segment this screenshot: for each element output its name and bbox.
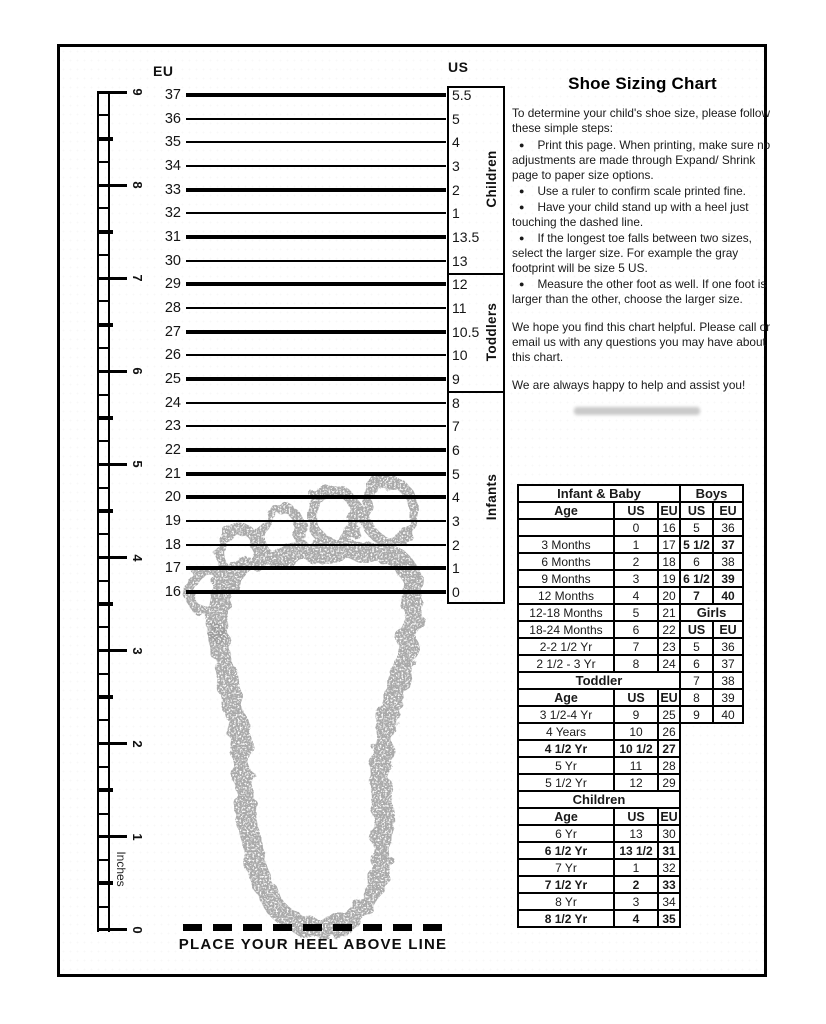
table-cell: 9 (614, 706, 658, 723)
table-cell: 2-2 1/2 Yr (518, 638, 614, 655)
table-cell: 13 (614, 825, 658, 842)
ruler-tick-quarter (97, 673, 110, 675)
table-cell: 34 (658, 893, 680, 910)
size-line (186, 544, 446, 546)
table-cell: 4 Years (518, 723, 614, 740)
table-cell: 36 (713, 519, 743, 536)
ruler-tick-quarter (97, 487, 110, 489)
us-size-label: 5.5 (452, 87, 472, 103)
eu-size-label: 16 (164, 584, 181, 601)
ruler-tick-quarter (97, 300, 110, 302)
table-cell: 18 (658, 553, 680, 570)
size-line (186, 235, 446, 239)
table-section-header: Girls (680, 604, 743, 621)
ruler-tick-half (97, 695, 113, 699)
ruler-tick-half (97, 602, 113, 606)
bullet-text: Measure the other foot as well. If one foot is larger than the other, choose the larger size. (512, 277, 767, 306)
table-cell: 30 (658, 825, 680, 842)
heel-dashed-line (183, 924, 446, 931)
table-cell: 12-18 Months (518, 604, 614, 621)
eu-size-label: 26 (164, 347, 181, 364)
table-cell (518, 519, 614, 536)
us-size-label: 10 (452, 347, 468, 364)
table-cell: 21 (658, 604, 680, 621)
ruler-tick-half (97, 323, 113, 327)
eu-size-label: 20 (164, 489, 181, 506)
eu-size-label: 18 (164, 536, 181, 553)
ruler-tick-inch (97, 184, 127, 187)
table-cell: 0 (614, 519, 658, 536)
table-cell: 3 1/2-4 Yr (518, 706, 614, 723)
us-size-label: 1 (452, 205, 460, 222)
ruler-tick-quarter (97, 580, 110, 582)
ruler-tick-quarter (97, 766, 110, 768)
table-cell: 17 (658, 536, 680, 553)
table-cell: 28 (658, 757, 680, 774)
blurred-redaction-bar (574, 407, 700, 415)
ruler-tick-quarter (97, 906, 110, 908)
table-cell: 32 (658, 859, 680, 876)
ruler-tick-inch (97, 91, 127, 94)
table-cell: 6 (680, 655, 713, 672)
size-line (186, 448, 446, 452)
eu-size-label: 21 (164, 465, 181, 482)
us-size-box (447, 86, 505, 604)
us-size-label: 8 (452, 394, 460, 411)
table-cell: 37 (713, 536, 743, 553)
us-group-label: Infants (484, 474, 499, 521)
ruler-tick-half (97, 881, 113, 885)
table-cell: 12 Months (518, 587, 614, 604)
table-cell: 6 Months (518, 553, 614, 570)
ruler-number: 0 (130, 926, 145, 934)
table-cell: 12 (614, 774, 658, 791)
table-cell: 6 Yr (518, 825, 614, 842)
table-cell: 13 1/2 (614, 842, 658, 859)
eu-size-label: 17 (164, 560, 181, 577)
table-cell: 6 (614, 621, 658, 638)
table-cell: 39 (713, 570, 743, 587)
ruler-number: 8 (130, 181, 145, 189)
ruler-number: 3 (130, 646, 145, 655)
eu-size-label: 30 (164, 252, 181, 269)
ruler-tick-quarter (97, 440, 110, 442)
size-line (186, 260, 446, 262)
us-size-label: 4 (452, 134, 460, 151)
ruler-tick-quarter (97, 207, 110, 209)
size-line (186, 165, 446, 167)
gray-footprint-image (170, 460, 460, 940)
ruler-tick-quarter (97, 719, 110, 721)
table-cell: 40 (713, 587, 743, 604)
table-cell: 5 1/2 (680, 536, 713, 553)
size-line (186, 307, 446, 309)
table-section-header: Children (518, 791, 680, 808)
table-cell: 7 1/2 Yr (518, 876, 614, 893)
table-cell: 29 (658, 774, 680, 791)
table-cell: 22 (658, 621, 680, 638)
ruler-number: 4 (130, 553, 145, 562)
us-group-label: Children (484, 150, 499, 208)
eu-size-label: 19 (164, 513, 181, 530)
ruler-tick-half (97, 416, 113, 420)
ruler-tick-inch (97, 370, 127, 373)
table-cell: 5 (680, 519, 713, 536)
table-cell: 5 (680, 638, 713, 655)
bullet-text: If the longest toe falls between two sizes, select the larger size. For example the gray footprint will be size 5 US. (512, 231, 752, 275)
closing-text-1: We hope you find this chart helpful. Please call or email us with any questions you may have about this chart. (512, 320, 771, 364)
us-box-divider (449, 391, 503, 393)
us-size-label: 2 (452, 536, 460, 553)
table-col-header: Age (518, 689, 614, 706)
bullet-icon: ● (519, 233, 525, 243)
ruler-tick-quarter (97, 813, 110, 815)
table-col-header: US (680, 502, 713, 519)
ruler-tick-quarter (97, 114, 110, 116)
eu-size-label: 27 (164, 323, 181, 340)
us-size-label: 5 (452, 465, 460, 482)
bullet-item (512, 184, 773, 199)
table-cell: 4 1/2 Yr (518, 740, 614, 757)
table-cell: 11 (614, 757, 658, 774)
eu-size-label: 35 (164, 134, 181, 151)
table-cell: 38 (713, 672, 743, 689)
table-cell: 10 1/2 (614, 740, 658, 757)
table-cell: 7 (680, 672, 713, 689)
table-cell: 8 Yr (518, 893, 614, 910)
us-size-label: 3 (452, 158, 460, 174)
table-cell: 16 (658, 519, 680, 536)
table-cell: 3 Months (518, 536, 614, 553)
table-col-header: Age (518, 502, 614, 519)
table-cell: 40 (713, 706, 743, 723)
table-cell: 8 (680, 689, 713, 706)
intro-text: To determine your child's shoe size, please follow these simple steps: (512, 106, 770, 135)
size-line (186, 141, 446, 143)
us-group-label: Toddlers (484, 302, 499, 361)
bullet-text: Use a ruler to confirm scale printed fine. (537, 184, 746, 198)
table-cell: 18-24 Months (518, 621, 614, 638)
table-cell: 8 (614, 655, 658, 672)
table-cell: 31 (658, 842, 680, 859)
size-line (186, 590, 446, 594)
us-column-header: US (448, 59, 469, 75)
size-line (186, 377, 446, 381)
bullet-text: Print this page. When printing, make sure no adjustments are made through Expand/ Shrink page to paper size options. (512, 138, 771, 182)
ruler-tick-quarter (97, 161, 110, 163)
table-col-header: US (614, 502, 658, 519)
us-size-label: 2 (452, 181, 460, 198)
size-line (186, 282, 446, 286)
table-cell: 5 1/2 Yr (518, 774, 614, 791)
ruler-tick-inch (97, 556, 127, 559)
eu-size-label: 37 (164, 87, 181, 103)
table-section-header: Infant & Baby (518, 485, 680, 502)
eu-size-label: 32 (164, 205, 181, 222)
size-line (186, 93, 446, 97)
ruler-tick-half (97, 509, 113, 513)
table-col-header: US (614, 689, 658, 706)
ruler-tick-inch (97, 742, 127, 745)
inches-label: Inches (114, 851, 128, 887)
table-cell: 1 (614, 859, 658, 876)
ruler-tick-quarter (97, 347, 110, 349)
ruler-tick-quarter (97, 626, 110, 628)
us-size-label: 4 (452, 489, 460, 506)
table-cell: 39 (713, 689, 743, 706)
us-size-label: 11 (452, 300, 467, 317)
table-cell: 10 (614, 723, 658, 740)
us-size-label: 13.5 (452, 229, 480, 246)
bullet-list (512, 138, 773, 307)
ruler-tick-inch (97, 928, 127, 931)
table-cell: 7 Yr (518, 859, 614, 876)
ruler-number: 1 (130, 833, 145, 841)
us-size-label: 9 (452, 371, 460, 388)
table-cell: 2 (614, 876, 658, 893)
table-col-header: EU (658, 689, 680, 706)
bullet-item (512, 277, 773, 307)
table-cell: 9 Months (518, 570, 614, 587)
ruler-tick-inch (97, 463, 127, 466)
table-cell: 2 1/2 - 3 Yr (518, 655, 614, 672)
heel-instruction-text: PLACE YOUR HEEL ABOVE LINE (178, 936, 448, 953)
table-cell: 9 (680, 706, 713, 723)
ruler-tick-half (97, 788, 113, 792)
table-col-header: EU (713, 621, 743, 638)
table-cell: 27 (658, 740, 680, 757)
table-cell: 26 (658, 723, 680, 740)
table-cell: 37 (713, 655, 743, 672)
table-col-header: US (614, 808, 658, 825)
eu-column-header: EU (153, 63, 174, 79)
bullet-item (512, 138, 773, 183)
table-cell: 4 (614, 587, 658, 604)
table-cell: 7 (680, 587, 713, 604)
ruler-tick-quarter (97, 394, 110, 396)
ruler-number: 5 (130, 460, 145, 468)
table-col-header: EU (713, 502, 743, 519)
size-line (186, 425, 446, 427)
ruler-tick-quarter (97, 254, 110, 256)
size-line (186, 212, 446, 214)
table-col-header: US (680, 621, 713, 638)
us-size-label: 10.5 (452, 323, 480, 340)
bullet-text: Have your child stand up with a heel just touching the dashed line. (512, 200, 749, 229)
size-line (186, 118, 446, 120)
ruler-tick-half (97, 137, 113, 141)
bullet-icon: ● (519, 279, 525, 289)
eu-size-label: 28 (164, 300, 181, 317)
table-col-header: EU (658, 808, 680, 825)
ruler-tick-half (97, 230, 113, 234)
size-line (186, 330, 446, 334)
table-cell: 5 (614, 604, 658, 621)
bullet-item (512, 231, 773, 276)
size-line (186, 495, 446, 499)
us-size-label: 13 (452, 252, 468, 269)
us-size-label: 1 (452, 560, 460, 577)
table-cell: 24 (658, 655, 680, 672)
table-cell: 8 1/2 Yr (518, 910, 614, 927)
page-title: Shoe Sizing Chart (568, 74, 717, 93)
table-cell: 6 1/2 Yr (518, 842, 614, 859)
table-cell: 35 (658, 910, 680, 927)
instructions-block (512, 76, 773, 415)
eu-size-label: 31 (164, 229, 181, 246)
us-size-label: 5 (452, 110, 460, 127)
eu-size-label: 34 (164, 158, 181, 174)
table-cell: 6 1/2 (680, 570, 713, 587)
ruler-number: 2 (130, 740, 145, 748)
eu-size-label: 36 (164, 110, 181, 127)
closing-text-2: We are always happy to help and assist you! (512, 378, 746, 392)
eu-size-label: 33 (164, 181, 181, 198)
ruler-tick-quarter (97, 533, 110, 535)
table-cell: 2 (614, 553, 658, 570)
us-size-label: 0 (452, 584, 460, 601)
eu-size-label: 22 (164, 442, 181, 459)
ruler-number: 9 (130, 88, 145, 96)
table-cell: 3 (614, 570, 658, 587)
table-cell: 38 (713, 553, 743, 570)
table-col-header: Age (518, 808, 614, 825)
bullet-icon: ● (519, 186, 525, 196)
bullet-icon: ● (519, 140, 525, 150)
table-cell: 7 (614, 638, 658, 655)
bullet-item (512, 200, 773, 230)
size-line (186, 188, 446, 192)
bullet-icon: ● (519, 202, 525, 212)
table-cell: 5 Yr (518, 757, 614, 774)
ruler-tick-inch (97, 649, 127, 652)
size-table-left (517, 484, 681, 928)
size-line (186, 520, 446, 522)
eu-size-label: 25 (164, 371, 181, 388)
table-cell: 6 (680, 553, 713, 570)
table-section-header: Boys (680, 485, 743, 502)
table-cell: 4 (614, 910, 658, 927)
table-cell: 1 (614, 536, 658, 553)
table-cell: 25 (658, 706, 680, 723)
table-cell: 23 (658, 638, 680, 655)
us-size-label: 6 (452, 442, 460, 459)
us-size-label: 3 (452, 513, 460, 530)
ruler-tick-quarter (97, 859, 110, 861)
table-cell: 20 (658, 587, 680, 604)
table-section-header: Toddler (518, 672, 680, 689)
ruler-tick-inch (97, 277, 127, 280)
eu-size-label: 29 (164, 276, 181, 293)
ruler-number: 7 (130, 274, 145, 282)
eu-size-label: 23 (164, 418, 181, 435)
table-cell: 19 (658, 570, 680, 587)
us-size-label: 12 (452, 276, 468, 293)
size-line (186, 402, 446, 404)
ruler-number: 6 (130, 367, 145, 375)
eu-size-label: 24 (164, 394, 181, 411)
table-col-header: EU (658, 502, 680, 519)
us-box-divider (449, 273, 503, 275)
size-table-right (679, 484, 744, 724)
size-line (186, 566, 446, 570)
table-cell: 33 (658, 876, 680, 893)
us-size-label: 7 (452, 418, 460, 435)
size-line (186, 354, 446, 356)
table-cell: 3 (614, 893, 658, 910)
size-line (186, 472, 446, 476)
table-cell: 36 (713, 638, 743, 655)
